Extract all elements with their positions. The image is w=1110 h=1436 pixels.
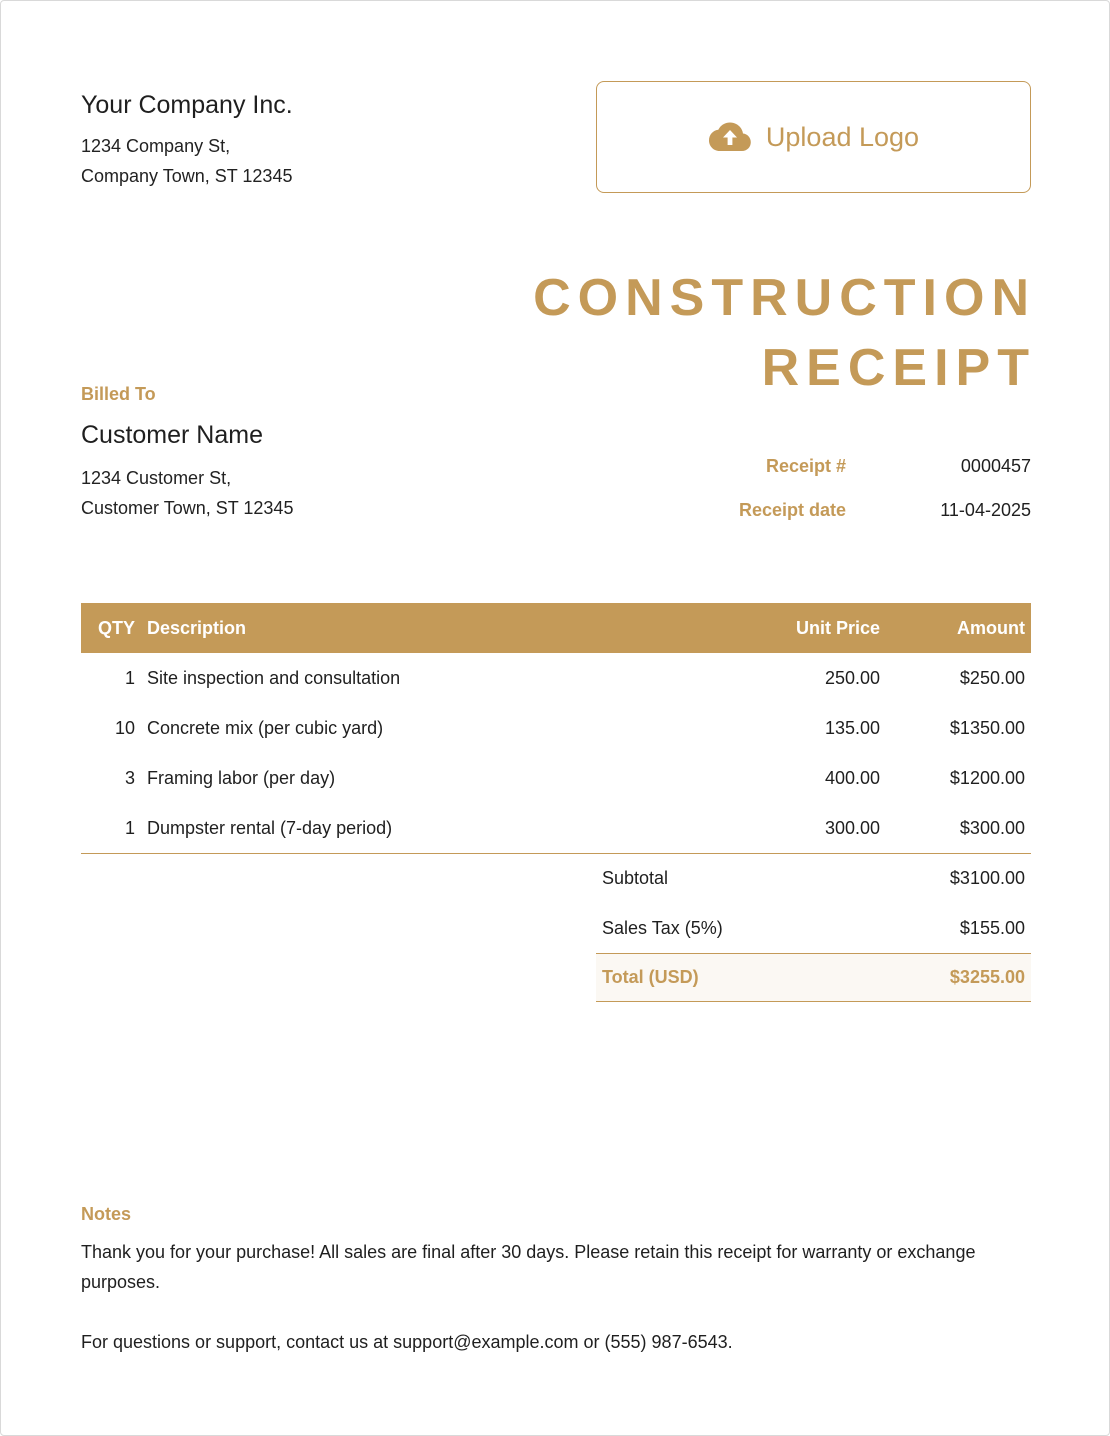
totals-block	[596, 853, 1031, 1002]
contact-text: For questions or support, contact us at support@example.com or (555) 987-6543.	[81, 1332, 733, 1352]
row-unit-price: 400.00	[824, 768, 880, 788]
receipt-number-label: Receipt #	[765, 456, 846, 476]
tax-label: Sales Tax (5%)	[602, 918, 723, 938]
tax-value: $155.00	[959, 918, 1025, 938]
table-header	[81, 603, 1031, 653]
row-qty: 1	[124, 668, 135, 688]
title-line2: RECEIPT	[761, 339, 1036, 397]
notes-label: Notes	[81, 1204, 132, 1224]
row-amount: $250.00	[959, 668, 1025, 688]
table-row	[81, 703, 1031, 753]
subtotal-row	[596, 853, 1031, 903]
upload-logo-button[interactable]	[596, 81, 1031, 193]
title-line1: CONSTRUCTION	[533, 269, 1036, 327]
total-row	[596, 953, 1031, 1002]
total-value: $3255.00	[949, 967, 1025, 987]
company-address-line1: 1234 Company St,	[81, 136, 231, 156]
row-qty: 10	[114, 718, 135, 738]
company-address-line2: Company Town, ST 12345	[81, 166, 293, 186]
table-row	[81, 803, 1031, 853]
notes-text: Thank you for your purchase! All sales are final after 30 days. Please retain this receipt for warranty or exchange purposes.	[81, 1242, 976, 1292]
tax-row	[596, 903, 1031, 953]
row-amount: $1350.00	[949, 718, 1025, 738]
row-description: Dumpster rental (7-day period)	[147, 818, 393, 838]
row-description: Site inspection and consultation	[147, 668, 401, 688]
receipt-number-value: 0000457	[960, 456, 1031, 476]
table-row	[81, 653, 1031, 703]
row-unit-price: 135.00	[824, 718, 880, 738]
row-amount: $300.00	[959, 818, 1025, 838]
row-unit-price: 300.00	[824, 818, 880, 838]
table-body	[81, 653, 1031, 854]
row-qty: 1	[124, 818, 135, 838]
customer-address-line1: 1234 Customer St,	[81, 468, 232, 488]
customer-address	[81, 463, 293, 523]
subtotal-value: $3100.00	[949, 868, 1025, 888]
customer-name: Customer Name	[81, 421, 263, 449]
header-qty: QTY	[97, 618, 135, 638]
row-amount: $1200.00	[949, 768, 1025, 788]
subtotal-label: Subtotal	[602, 868, 669, 888]
receipt-date-label: Receipt date	[738, 500, 846, 520]
row-qty: 3	[124, 768, 135, 788]
customer-address-line2: Customer Town, ST 12345	[81, 498, 294, 518]
billed-to-label: Billed To	[81, 384, 156, 404]
document-title	[533, 263, 1036, 403]
total-label: Total (USD)	[602, 967, 699, 987]
header-amount: Amount	[957, 618, 1025, 638]
receipt-date-value: 11-04-2025	[940, 500, 1031, 520]
company-address	[81, 131, 292, 191]
cloud-upload-icon	[708, 121, 752, 153]
row-unit-price: 250.00	[824, 668, 880, 688]
upload-logo-label: Upload Logo	[765, 121, 920, 152]
header-unit-price: Unit Price	[795, 618, 880, 638]
row-description: Concrete mix (per cubic yard)	[147, 718, 384, 738]
row-description: Framing labor (per day)	[147, 768, 336, 788]
table-row	[81, 753, 1031, 803]
company-name: Your Company Inc.	[81, 91, 293, 119]
header-description: Description	[147, 618, 247, 638]
line-items-table	[81, 603, 1031, 854]
